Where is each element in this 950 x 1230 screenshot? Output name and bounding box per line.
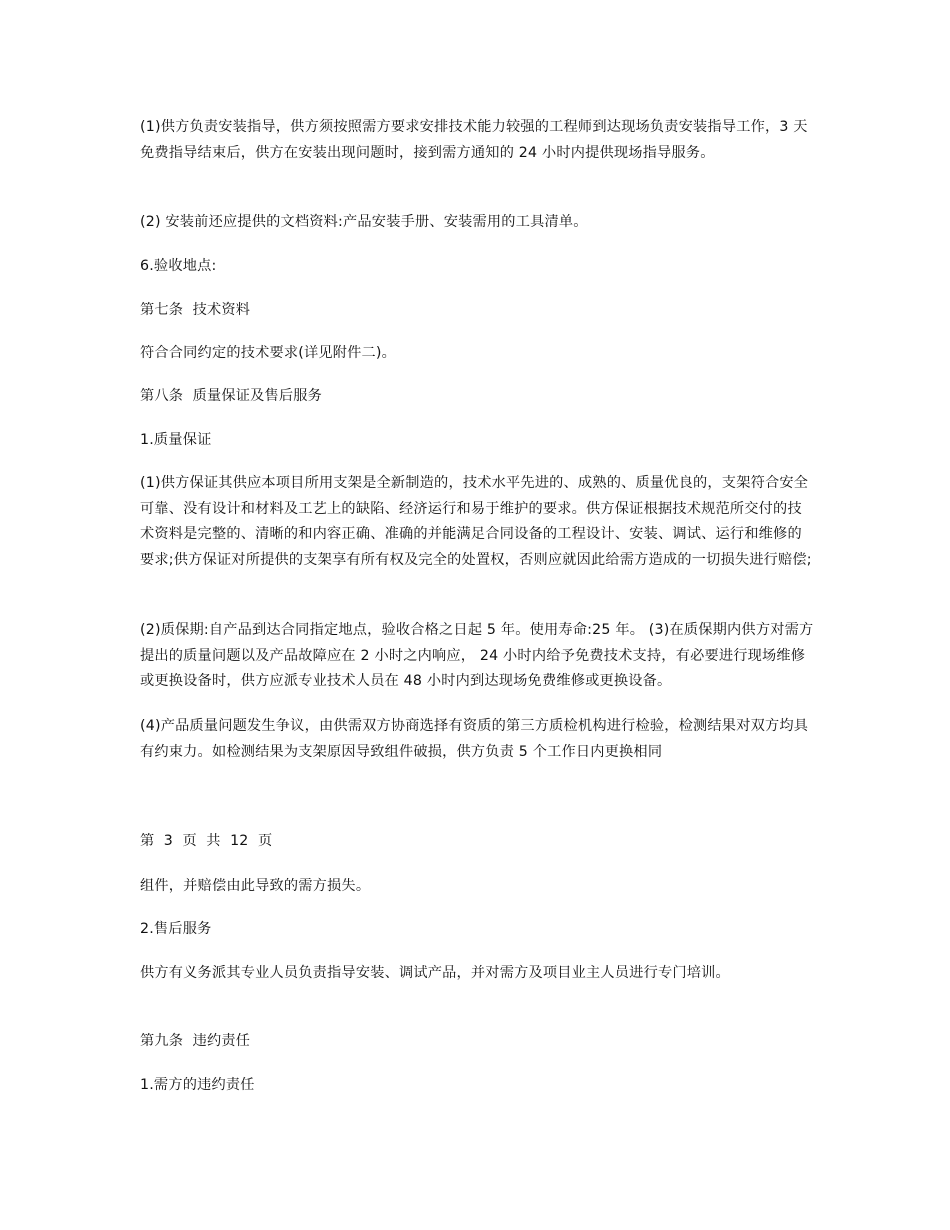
heading-quality-assurance: 1.质量保证: [140, 432, 212, 448]
paragraph-installation-guidance: (1)供方负责安装指导，供方须按照需方要求安排技术能力较强的工程师到达现场负责安装指导工作，3 天免费指导结束后，供方在安装出现问题时，接到需方通知的 24 小时内提供现场指导服务。: [140, 119, 808, 161]
paragraph-acceptance-location: 6.验收地点:: [140, 258, 217, 274]
paragraph-component-compensation: 组件，并赔偿由此导致的需方损失。: [140, 878, 371, 894]
paragraph-installation-docs: (2) 安装前还应提供的文档资料:产品安装手册、安装需用的工具清单。: [140, 214, 588, 230]
paragraph-warranty-period: (2)质保期:自产品到达合同指定地点，验收合格之日起 5 年。使用寿命:25 年。 (3)在质保期内供方对需方提出的质量问题以及产品故障应在 2 小时之内响应， 24 小时内给予免费技术支持，有必要进行现场维修或更换设备时，供方应派专业技术人员在 48 小时内到达现场免费维修或更换设备。: [140, 622, 814, 689]
heading-article-7: 第七条 技术资料: [140, 302, 251, 318]
paragraph-quality-guarantee: (1)供方保证其供应本项目所用支架是全新制造的，技术水平先进的、成熟的、质量优良的，支架符合安全可靠、没有设计和材料及工艺上的缺陷、经济运行和易于维护的要求。供方保证根据技术规范所交付的技术资料是完整的、清晰的和内容正确、准确的并能满足合同设备的工程设计、安装、调试、运行和维修的要求;供方保证对所提供的支架享有所有权及完全的处置权，否则应就因此给需方造成的一切损失进行赔偿;: [140, 475, 812, 568]
heading-buyer-liability: 1.需方的违约责任: [140, 1077, 255, 1093]
page-number: 第 3 页 共 12 页: [140, 833, 273, 849]
paragraph-quality-dispute: (4)产品质量问题发生争议，由供需双方协商选择有资质的第三方质检机构进行检验，检测结果对双方均具有约束力。如检测结果为支架原因导致组件破损，供方负责 5 个工作日内更换相同: [140, 718, 809, 760]
heading-article-8: 第八条 质量保证及售后服务: [140, 388, 323, 404]
heading-after-sales-service: 2.售后服务: [140, 921, 212, 937]
paragraph-technical-requirements: 符合合同约定的技术要求(详见附件二)。: [140, 345, 397, 361]
paragraph-after-sales-duty: 供方有义务派其专业人员负责指导安装、调试产品，并对需方及项目业主人员进行专门培训。: [140, 965, 730, 981]
heading-article-9: 第九条 违约责任: [140, 1033, 251, 1049]
